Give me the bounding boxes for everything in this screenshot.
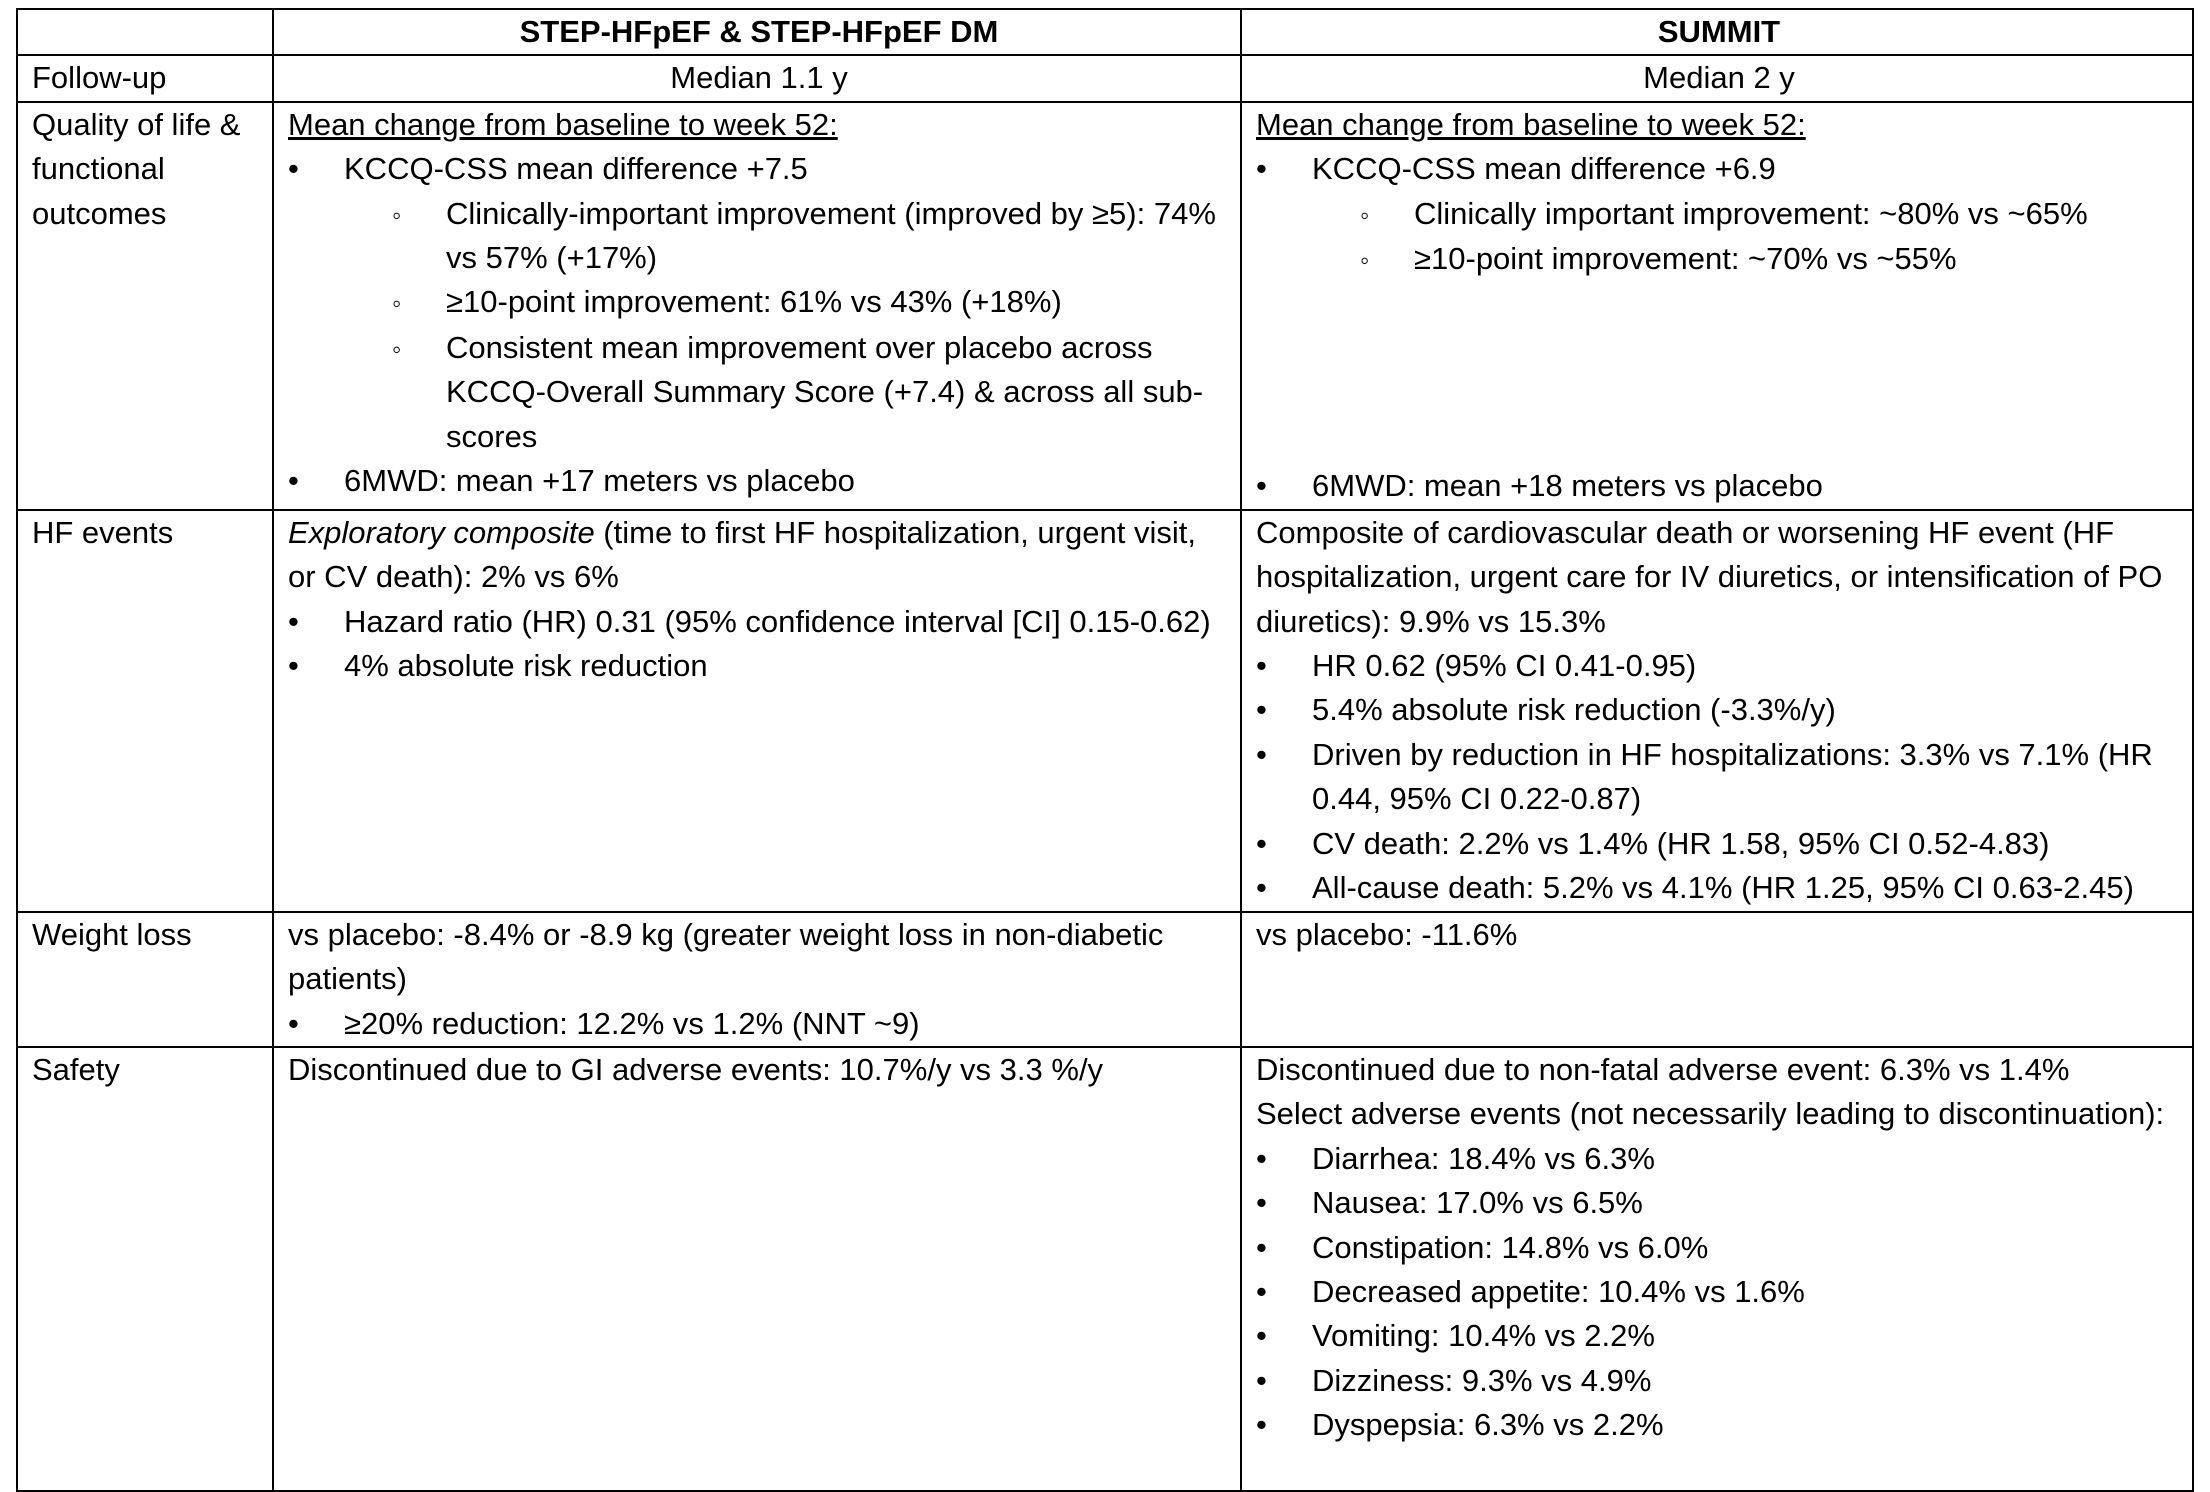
bullet-icon bbox=[1256, 1403, 1312, 1447]
bullet-item: • KCCQ-CSS mean difference +7.5 bbox=[288, 147, 1230, 191]
followup-label: Follow-up bbox=[17, 55, 273, 101]
qol-label: Quality of life & functional outcomes bbox=[17, 102, 273, 510]
sub-bullet-icon bbox=[392, 280, 446, 325]
safety-summit-lead1: Discontinued due to non-fatal adverse event: 6.3% vs 1.4% bbox=[1256, 1052, 2070, 1088]
bullet-item: • All-cause death: 5.2% vs 4.1% (HR 1.25, 95% CI 0.63-2.45) bbox=[1256, 866, 2182, 910]
bullet-item: • 5.4% absolute risk reduction (-3.3%/y) bbox=[1256, 688, 2182, 732]
bullet-item: • Vomiting: 10.4% vs 2.2% bbox=[1256, 1314, 2182, 1358]
bullet-icon bbox=[1256, 822, 1312, 866]
bullet-icon bbox=[1256, 1137, 1312, 1181]
bullet-item: • Dizziness: 9.3% vs 4.9% bbox=[1256, 1359, 2182, 1403]
bullet-icon bbox=[1256, 688, 1312, 732]
bullet-icon bbox=[1256, 1359, 1312, 1403]
weight-step-cell bbox=[273, 912, 1241, 1047]
safety-label: Safety bbox=[17, 1047, 273, 1491]
bullet-item: • CV death: 2.2% vs 1.4% (HR 1.58, 95% CI 0.52-4.83) bbox=[1256, 822, 2182, 866]
qol-summit-intro: Mean change from baseline to week 52: bbox=[1256, 106, 1806, 142]
followup-step: Median 1.1 y bbox=[273, 55, 1241, 101]
bullet-item: • HR 0.62 (95% CI 0.41-0.95) bbox=[1256, 644, 2182, 688]
header-summit: SUMMIT bbox=[1241, 9, 2193, 55]
hf-step-cell bbox=[273, 510, 1241, 912]
bullet-item: • 6MWD: mean +17 meters vs placebo bbox=[288, 459, 1230, 503]
weight-summit-cell bbox=[1241, 912, 2193, 1047]
header-step-hfpef: STEP-HFpEF & STEP-HFpEF DM bbox=[273, 9, 1241, 55]
sub-bullet-icon bbox=[392, 326, 446, 459]
followup-summit: Median 2 y bbox=[1241, 55, 2193, 101]
followup-row bbox=[17, 55, 2193, 101]
sub-bullet-icon bbox=[1360, 237, 1414, 282]
bullet-item: • ≥20% reduction: 12.2% vs 1.2% (NNT ~9) bbox=[288, 1002, 1230, 1046]
header-empty-cell bbox=[17, 9, 273, 55]
qol-step-intro: Mean change from baseline to week 52: bbox=[288, 106, 838, 142]
bullet-icon bbox=[1256, 464, 1312, 508]
bullet-item: • 6MWD: mean +18 meters vs placebo bbox=[1256, 464, 2182, 508]
bullet-item: • Hazard ratio (HR) 0.31 (95% confidence interval [CI] 0.15-0.62) bbox=[288, 600, 1230, 644]
bullet-item: • KCCQ-CSS mean difference +6.9 bbox=[1256, 147, 2182, 191]
sub-bullet-item: ◦ Clinically-important improvement (improved by ≥5): 74% vs 57% (+17%) bbox=[392, 192, 1230, 281]
weight-label: Weight loss bbox=[17, 912, 273, 1047]
hf-summit-lead: Composite of cardiovascular death or worsening HF event (HF hospitalization, urgent care for IV diuretics, or intensification of PO diuretics): 9.9% vs 15.3% bbox=[1256, 514, 2163, 639]
weight-loss-row bbox=[17, 912, 2193, 1047]
bullet-icon bbox=[1256, 1226, 1312, 1270]
qol-row bbox=[17, 102, 2193, 510]
bullet-icon bbox=[288, 1002, 344, 1046]
hf-step-lead: Exploratory composite (time to first HF hospitalization, urgent visit, or CV death): 2% vs 6% bbox=[288, 514, 1196, 595]
sub-bullet-icon bbox=[392, 192, 446, 281]
sub-bullet-item: ◦ ≥10-point improvement: ~70% vs ~55% bbox=[1360, 237, 2182, 282]
bullet-icon bbox=[288, 147, 344, 191]
header-row bbox=[17, 9, 2193, 55]
safety-summit-lead2: Select adverse events (not necessarily leading to discontinuation): bbox=[1256, 1096, 2165, 1132]
qol-step-cell bbox=[273, 102, 1241, 510]
bullet-icon bbox=[1256, 147, 1312, 191]
qol-summit-cell bbox=[1241, 102, 2193, 510]
bullet-item: • 4% absolute risk reduction bbox=[288, 644, 1230, 688]
hf-label: HF events bbox=[17, 510, 273, 912]
sub-bullet-item: ◦ ≥10-point improvement: 61% vs 43% (+18%) bbox=[392, 280, 1230, 325]
weight-summit-lead: vs placebo: -11.6% bbox=[1256, 916, 1518, 952]
safety-step-cell bbox=[273, 1047, 1241, 1491]
sub-bullet-item: ◦ Consistent mean improvement over placebo across KCCQ-Overall Summary Score (+7.4) & across all sub-scores bbox=[392, 326, 1230, 459]
hf-summit-cell bbox=[1241, 510, 2193, 912]
bullet-item: • Constipation: 14.8% vs 6.0% bbox=[1256, 1226, 2182, 1270]
bullet-item: • Driven by reduction in HF hospitalizations: 3.3% vs 7.1% (HR 0.44, 95% CI 0.22-0.87) bbox=[1256, 733, 2182, 822]
bullet-icon bbox=[1256, 1181, 1312, 1225]
safety-row bbox=[17, 1047, 2193, 1491]
bullet-icon bbox=[288, 459, 344, 503]
bullet-icon bbox=[1256, 644, 1312, 688]
sub-bullet-item: ◦ Clinically important improvement: ~80% vs ~65% bbox=[1360, 192, 2182, 237]
weight-step-lead: vs placebo: -8.4% or -8.9 kg (greater weight loss in non-diabetic patients) bbox=[288, 916, 1164, 997]
safety-step-lead: Discontinued due to GI adverse events: 10.7%/y vs 3.3 %/y bbox=[288, 1052, 1104, 1088]
bullet-item: • Diarrhea: 18.4% vs 6.3% bbox=[1256, 1137, 2182, 1181]
bullet-item: • Nausea: 17.0% vs 6.5% bbox=[1256, 1181, 2182, 1225]
bullet-icon bbox=[1256, 733, 1312, 822]
hf-events-row bbox=[17, 510, 2193, 912]
comparison-table bbox=[16, 8, 2194, 1492]
bullet-item: • Decreased appetite: 10.4% vs 1.6% bbox=[1256, 1270, 2182, 1314]
bullet-item: • Dyspepsia: 6.3% vs 2.2% bbox=[1256, 1403, 2182, 1447]
bullet-icon bbox=[1256, 866, 1312, 910]
bullet-icon bbox=[288, 644, 344, 688]
safety-summit-cell bbox=[1241, 1047, 2193, 1491]
sub-bullet-icon bbox=[1360, 192, 1414, 237]
bullet-icon bbox=[1256, 1270, 1312, 1314]
bullet-icon bbox=[1256, 1314, 1312, 1358]
bullet-icon bbox=[288, 600, 344, 644]
comparison-document bbox=[16, 8, 2194, 1492]
